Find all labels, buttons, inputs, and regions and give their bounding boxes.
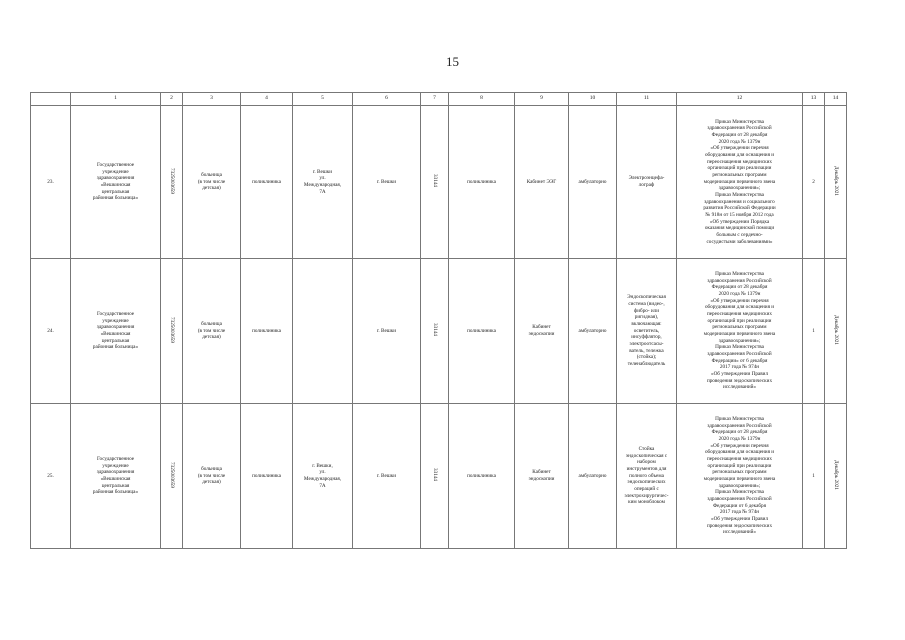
order-cell: Приказ Министерства здравоохранения Российской Федерации от 28 декабря 2020 года № 1379н «Об утверждении перечня оборудования для оснащения и переоснащения медицинских организаций при реализации региональных программ модернизации первичного звена здравоохранения»; Приказ Министерства здравоохранения Российской Федерации» от 6 декабря 2017 года № 974н «Об утверждении Правил проведения эндоскопических исследований» [677,259,803,404]
institution-cell: Государственное учреждение здравоохранения «Вешкинская центральная районная больница» [71,106,161,259]
room-cell: Кабинет ЭЭГ [515,106,569,259]
unit-cell: поликлиника [241,404,293,549]
subdivision-cell: поликлиника [449,404,515,549]
header-cell-9: 9 [515,93,569,106]
address-cell [293,259,353,404]
header-cell-14: 14 [825,93,847,106]
code-cell [161,259,183,404]
code-cell [161,106,183,259]
care-cell: амбулаторно [569,404,617,549]
type-cell: больница (в том числе детская) [183,259,241,404]
equipment-table [30,92,847,549]
address-cell: г. Вешки, ул. Международная, 7А [293,404,353,549]
header-cell-7: 7 [421,93,449,106]
order-cell: Приказ Министерства здравоохранения Российской Федерации от 28 декабря 2020 года № 1379н «Об утверждении перечня оборудования для оснащения и переоснащения медицинских организаций при реализации региональных программ модернизации первичного звена здравоохранения»; Приказ Министерства здравоохранения и социального развития Российской Федерации № 918н от 15 ноября 2012 года «Об утверждении Порядка оказания медицинской помощи больным с сердечно- сосудистыми заболеваниями» [677,106,803,259]
type-cell: больница (в том числе детская) [183,106,241,259]
table-row [31,404,847,549]
header-cell-10: 10 [569,93,617,106]
subdivision-cell: поликлиника [449,259,515,404]
header-cell-8: 8 [449,93,515,106]
header-cell-13: 13 [803,93,825,106]
date-text: Декабрь 2021 [832,459,839,490]
equipment-cell: Эндоскопическая система (видео-, фибро- или ригидная), включающая: осветитель, инсуффлятор, электроотсасы- ватель, тележка (стойка); теленаблюдатель [617,259,677,404]
header-cell-6: 6 [353,93,421,106]
date-text: Декабрь 2021 [832,165,839,196]
type-cell: больница (в том числе детская) [183,404,241,549]
zip-code: 33144 [431,174,438,188]
zip-cell [421,404,449,549]
institution-cell: Государственное учреждение здравоохранения «Вешкинская центральная районная больница» [71,404,161,549]
unit-cell: поликлиника [241,259,293,404]
row-number: 25. [31,404,71,549]
date-cell [825,404,847,549]
header-cell-empty [31,93,71,106]
institution-cell: Государственное учреждение здравоохранения «Вешкинская центральная районная больница» [71,259,161,404]
care-cell: амбулаторно [569,106,617,259]
equipment-cell: Стойка эндоскопическая с набором инструментов для полного объема эндоскопических операций с электрохирургичес- ким моноблоком [617,404,677,549]
row-number: 24. [31,259,71,404]
order-cell: Приказ Министерства здравоохранения Российской Федерации от 28 декабря 2020 года № 1379н «Об утверждении перечня оборудования для оснащения и переоснащения медицинских организаций при реализации региональных программ модернизации первичного звена здравоохранения»; Приказ Министерства здравоохранения Российской Федерации от 6 декабря 2017 года № 974н «Об утверждении Правил проведения эндоскопических исследований» [677,404,803,549]
header-cell-2: 2 [161,93,183,106]
zip-code: 33144 [431,468,438,482]
qty-cell: 2 [803,106,825,259]
address-cell: г. Вешки ул. Международная, 7А [293,106,353,259]
table-row [31,106,847,259]
subdivision-cell: поликлиника [449,106,515,259]
city-cell: г. Вешки [353,106,421,259]
code-cell [161,404,183,549]
header-row [31,93,847,106]
header-cell-3: 3 [183,93,241,106]
date-text: Декабрь 2021 [832,314,839,345]
row-number: 23. [31,106,71,259]
care-cell: амбулаторно [569,259,617,404]
table-row [31,259,847,404]
zip-code: 33144 [431,323,438,337]
qty-cell: 1 [803,404,825,549]
equipment-cell: Электроэнцефа- лограф [617,106,677,259]
header-cell-5: 5 [293,93,353,106]
header-cell-12: 12 [677,93,803,106]
unit-cell: поликлиника [241,106,293,259]
inn-code: 7325003659 [168,167,175,194]
inn-code: 7325003659 [168,316,175,343]
header-cell-11: 11 [617,93,677,106]
date-cell [825,106,847,259]
zip-cell [421,259,449,404]
room-cell: Кабинет эндоскопии [515,404,569,549]
header-cell-4: 4 [241,93,293,106]
date-cell [825,259,847,404]
qty-cell: 1 [803,259,825,404]
page-number: 15 [446,54,459,69]
room-cell: Кабинет эндоскопии [515,259,569,404]
city-cell: г. Вешки [353,404,421,549]
city-cell: г. Вешки [353,259,421,404]
header-cell-1: 1 [71,93,161,106]
inn-code: 7325003659 [168,461,175,488]
zip-cell [421,106,449,259]
